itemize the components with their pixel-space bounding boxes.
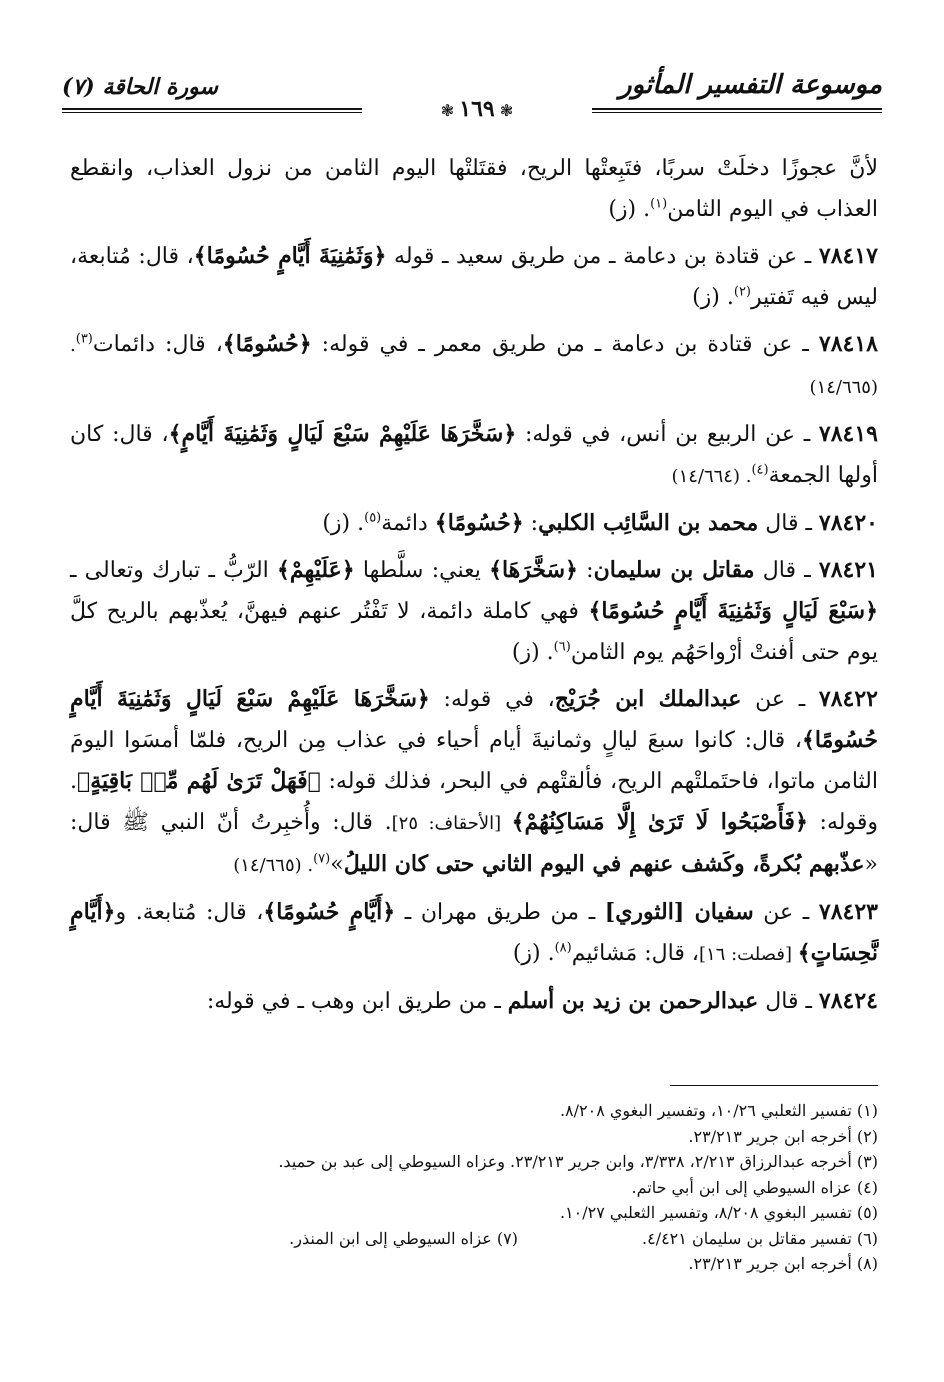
text: ، قال: مُتابعة. و [115,900,264,925]
entry-number: ٧٨٤١٩ [818,421,878,447]
quran-quote: ﴿حُسُومًا﴾ [222,331,312,357]
entry-78422 [70,679,878,886]
text: . وقوله: [70,769,878,835]
text: ، قال: كان أولها الجمعة [70,422,878,488]
text: ، قال: دائمات [92,332,223,357]
text: : [523,511,539,536]
text: . (١٤/٦٦٤) [671,466,752,487]
text: . (ز) [692,285,734,310]
text: ـ قال [754,558,819,583]
quran-quote: ﴿سَخَّرَهَا عَلَيْهِمْ سَبْعَ لَيَالٍ وَثَمَٰنِيَةَ أَيَّامٍ حُسُومًا﴾ [70,686,878,753]
footnote-row [70,1226,878,1252]
header-rule-left [62,108,362,110]
text: الرّبُّ ـ تبارك وتعالى ـ [70,558,278,583]
footnote-ref: (٤) [751,462,769,478]
text: ، قال: مُتابعة، ليس فيه تَفتير [70,244,878,310]
quran-quote: ﴿سَخَّرَهَا﴾ [489,557,578,583]
text: . (١٤/٦٦٥) [233,855,314,876]
footnote-ref: (٣) [75,331,93,347]
text: يعني: سلَّطها [354,558,490,583]
entry-number: ٧٨٤٢١ [818,557,878,583]
entry-78418 [70,324,878,408]
text: ـ عن [741,687,819,712]
text: لأنَّ عجوزًا دخلَتْ سربًا، فتَبِعتْها الريح، فقتَلتْها اليوم الثامن من نزول العذاب، وانقطع العذاب في اليوم الثامن [70,156,878,222]
narrator-name: عبدالرحمن بن زيد بن أسلم [507,988,759,1014]
header-rule-left-thin [62,112,362,113]
quran-quote: ﴿سَخَّرَهَا عَلَيْهِمْ سَبْعَ لَيَالٍ وَثَمَٰنِيَةَ أَيَّامٍ﴾ [168,421,517,447]
footnotes [70,1098,878,1277]
footnote-separator [670,1085,878,1086]
text: . قال: وأُخبِرتُ أنّ النبي ﷺ قال: « [70,810,878,877]
footnote-5: (٥) تفسير البغوي ٨/٢٠٨، وتفسير الثعلبي ١٠/٢٧. [559,1203,878,1222]
narrator-name: عبدالملك ابن جُرَيْج [554,686,742,712]
footnote-4: (٤) عزاه السيوطي إلى ابن أبي حاتم. [631,1177,878,1197]
text: . (ز) [608,197,651,222]
narrator-name: مقاتل بن سليمان [593,557,755,583]
ornament-icon: ❃ [499,101,514,120]
text: دائمة [381,511,435,536]
narrator-name: محمد بن السَّائِب الكلبي [538,510,759,536]
text: ـ عن الربيع بن أنس، في قوله: [516,422,819,447]
surah-title: سورة الحاقة (٧) [62,74,218,100]
entry-78424 [70,981,878,1022]
text: ـ قال [758,989,819,1014]
header-rule-right [592,108,882,110]
quran-quote: ﴿عَلَيْهِمْ﴾ [277,557,355,583]
entry-number: ٧٨٤١٨ [818,331,878,357]
text: . (ز) [512,941,555,966]
entry-78421 [70,550,878,673]
text: . (ز) [322,511,365,536]
footnote-ref: (٨) [554,940,572,956]
page-number-group [392,96,562,126]
text: ، قال: مَشائيم [571,941,699,966]
footnote-ref: (٦) [553,639,571,655]
footnote-3: (٣) أخرجه عبدالرزاق ٢/٢١٣، ٣/٣٣٨، وابن جرير ٢٣/٢١٣. وعزاه السيوطي إلى عبد بن حميد. [278,1152,878,1171]
quran-quote: ﴿فَهَلْ تَرَىٰ لَهُم مِّنۢ بَاقِيَةٍ﴾ [77,768,321,794]
entry-number: ٧٨٤٢٤ [818,988,878,1014]
entry-number: ٧٨٤١٧ [818,243,878,269]
footnote-1: (١) تفسير الثعلبي ١٠/٢٦، وتفسير البغوي ٨/٢٠٨. [559,1101,878,1120]
sura-citation: [الأحقاف: ٢٥] [391,813,512,834]
footnote-ref: (٢) [733,284,751,300]
text: ـ قال [758,511,819,536]
sura-citation: [فصلت: ١٦] [698,944,798,965]
narrator-name: سفيان [الثوري] [604,899,754,925]
entry-number: ٧٨٤٢٢ [818,686,878,712]
entry-78419 [70,414,878,497]
entry-number: ٧٨٤٢٣ [818,899,878,925]
quran-quote: ﴿أَيَّامٍ حُسُومًا﴾ [263,899,396,925]
footnote-2: (٢) أخرجه ابن جرير ٢٣/٢١٣. [688,1126,878,1146]
text: : [577,558,594,583]
text: فهي كاملة دائمة، لا تَفْتُر عنهم فيهنَّ، يُعذّبهم بالريح كلَّ يوم حتى أفنتْ أرْواحَهُم يوم الثامن [70,599,878,665]
text: ، قال: كانوا سبعَ ليالٍ وثمانيةَ أيام أحياء في عذاب مِن الريح، فلمّا أمسَوا اليومَ الثامن ماتوا، فاحتَملتْهم الريح، فألقتْهم في البحر، فذلك قوله: [70,728,878,794]
main-text [70,148,878,1028]
text: . (ز) [511,640,554,665]
text: ، في قوله: [429,687,555,712]
footnote-7: (٧) عزاه السيوطي إلى ابن المنذر. [289,1228,518,1248]
hadith-text: عذّبهم بُكرةً، وكَشف عنهم في اليوم الثاني حتى كان الليلُ [343,851,865,877]
page-number: ١٦٩ [459,96,495,122]
footnote-8: (٨) أخرجه ابن جرير ٢٣/٢١٣. [688,1254,878,1273]
footnote-ref: (٥) [364,510,382,526]
quran-quote: ﴿حُسُومًا﴾ [434,510,524,536]
book-title: موسوعة التفسير المأثور [619,70,882,100]
entry-number: ٧٨٤٢٠ [818,510,878,536]
paragraph-continued [70,148,878,230]
quran-quote: ﴿فَأَصْبَحُوا لَا تَرَىٰ إِلَّا مَسَاكِنُهُمْ﴾ [511,809,808,835]
footnote-ref: (٧) [313,851,331,867]
quran-quote: ﴿سَبْعَ لَيَالٍ وَثَمَٰنِيَةَ أَيَّامٍ حُسُومًا﴾ [588,598,879,624]
page-header [62,60,882,120]
footnote-ref: (١) [650,196,668,212]
text: ـ عن قتادة بن دعامة ـ من طريق سعيد ـ قوله [386,244,819,269]
entry-78417 [70,236,878,318]
text: ـ من طريق ابن وهب ـ في قوله: [206,989,508,1014]
text: . (١٤/٦٦٥) [70,335,878,398]
entry-78420 [70,503,878,544]
quran-quote: ﴿وَثَمَٰنِيَةَ أَيَّامٍ حُسُومًا﴾ [193,243,387,269]
text: » [330,852,344,877]
text: ـ عن قتادة بن دعامة ـ من طريق معمر ـ في قوله: [311,332,819,357]
quran-quote: ﴿أَيَّامٍ نَّحِسَاتٍ﴾ [70,899,878,966]
footnote-6: (٦) تفسير مقاتل بن سليمان ٤/٤٢١. [642,1228,878,1248]
text: ـ من طريق مهران ـ [395,900,605,925]
entry-78423 [70,892,878,975]
text: ـ عن [753,900,819,925]
header-rule-right-thin [592,112,882,113]
ornament-icon: ❃ [440,101,455,120]
